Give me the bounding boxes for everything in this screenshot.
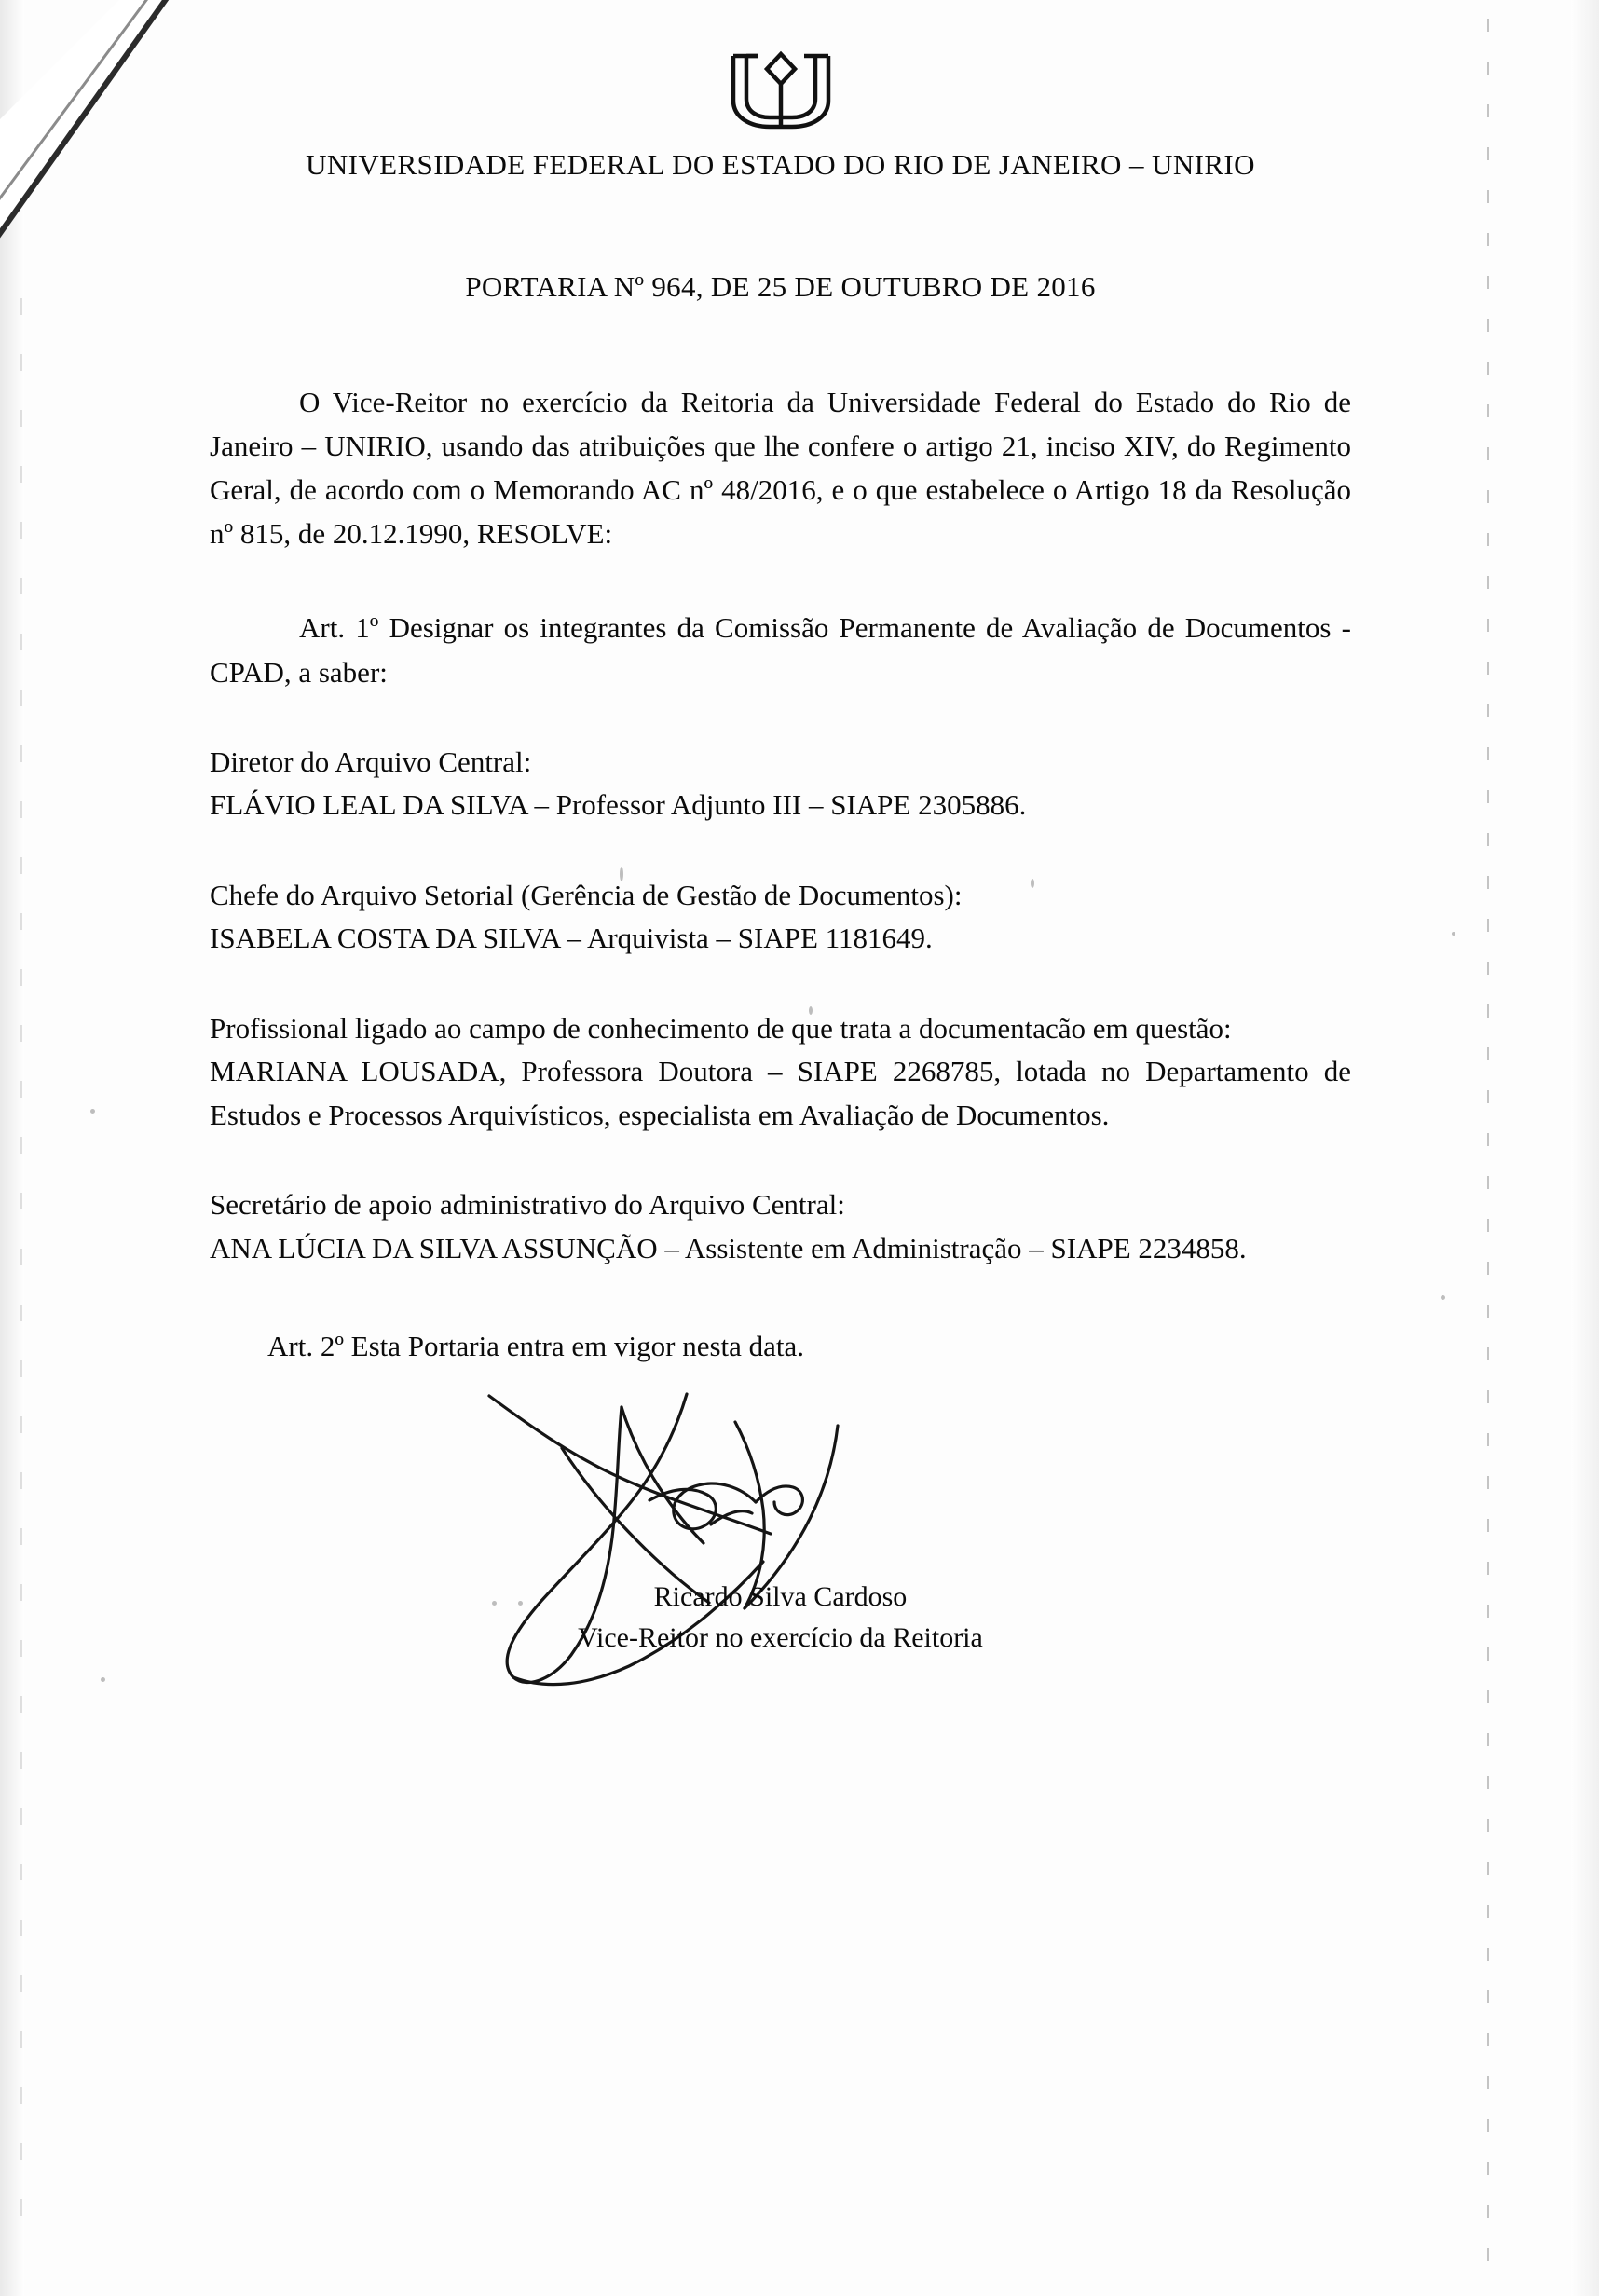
member-person: MARIANA LOUSADA, Professora Doutora – SIAPE 2268785, lotada no Departamento de Estudos e Processos Arquivísticos, especialista em Avaliação de Documentos.: [210, 1055, 1351, 1131]
signature-area: [210, 1379, 1351, 1687]
member-person: FLÁVIO LEAL DA SILVA – Professor Adjunto III – SIAPE 2305886.: [210, 788, 1027, 822]
member-person: ANA LÚCIA DA SILVA ASSUNÇÃO – Assistente em Administração – SIAPE 2234858.: [210, 1231, 1247, 1264]
article-1-paragraph: Art. 1º Designar os integrantes da Comissão Permanente de Avaliação de Documentos - CPAD, a saber:: [210, 611, 1351, 689]
member-role: Secretário de apoio administrativo do Arquivo Central:: [210, 1188, 845, 1222]
signer-name: Ricardo Silva Cardoso: [653, 1581, 908, 1613]
institution-name: UNIVERSIDADE FEDERAL DO ESTADO DO RIO DE JANEIRO – UNIRIO: [306, 148, 1255, 181]
scan-speck: [1452, 932, 1456, 936]
signer-position: Vice-Reitor no exercício da Reitoria: [578, 1621, 983, 1653]
scan-artifact-left-rule: [20, 298, 22, 2255]
member-role: Profissional ligado ao campo de conhecimento de que trata a documentacão em questão:: [210, 1011, 1232, 1045]
preamble-paragraph: O Vice-Reitor no exercício da Reitoria da Universidade Federal do Estado do Rio de Janeiro – UNIRIO, usando das atribuições que lhe confere o artigo 21, inciso XIV, do Regimento Geral, de acordo com o Memorando AC nº 48/2016, e o que estabelece o Artigo 18 da Resolução nº 815, de 20.12.1990, RESOLVE:: [210, 386, 1351, 551]
member-entry-1: [210, 741, 1351, 827]
unirio-logo: [725, 0, 837, 137]
member-entry-4: [210, 1183, 1351, 1270]
page-right-edge-shadow: [1571, 0, 1599, 2296]
member-entry-3: [210, 1007, 1351, 1138]
scan-artifact-right-rule: [1487, 19, 1489, 2274]
member-entry-2: [210, 874, 1351, 961]
signer-block: [210, 1577, 1351, 1658]
scan-speck: [90, 1109, 95, 1114]
document-body: [210, 0, 1351, 1687]
member-role: Diretor do Arquivo Central:: [210, 745, 532, 778]
member-person: ISABELA COSTA DA SILVA – Arquivista – SIAPE 1181649.: [210, 922, 933, 955]
member-role: Chefe do Arquivo Setorial (Gerência de Gestão de Documentos):: [210, 878, 963, 911]
scan-speck: [1441, 1295, 1445, 1300]
article-2-paragraph: Art. 2º Esta Portaria entra em vigor nesta data.: [267, 1330, 805, 1363]
document-title: PORTARIA Nº 964, DE 25 DE OUTUBRO DE 2016: [465, 270, 1096, 303]
scan-speck: [101, 1677, 105, 1682]
page-corner-fold: [0, 0, 205, 268]
